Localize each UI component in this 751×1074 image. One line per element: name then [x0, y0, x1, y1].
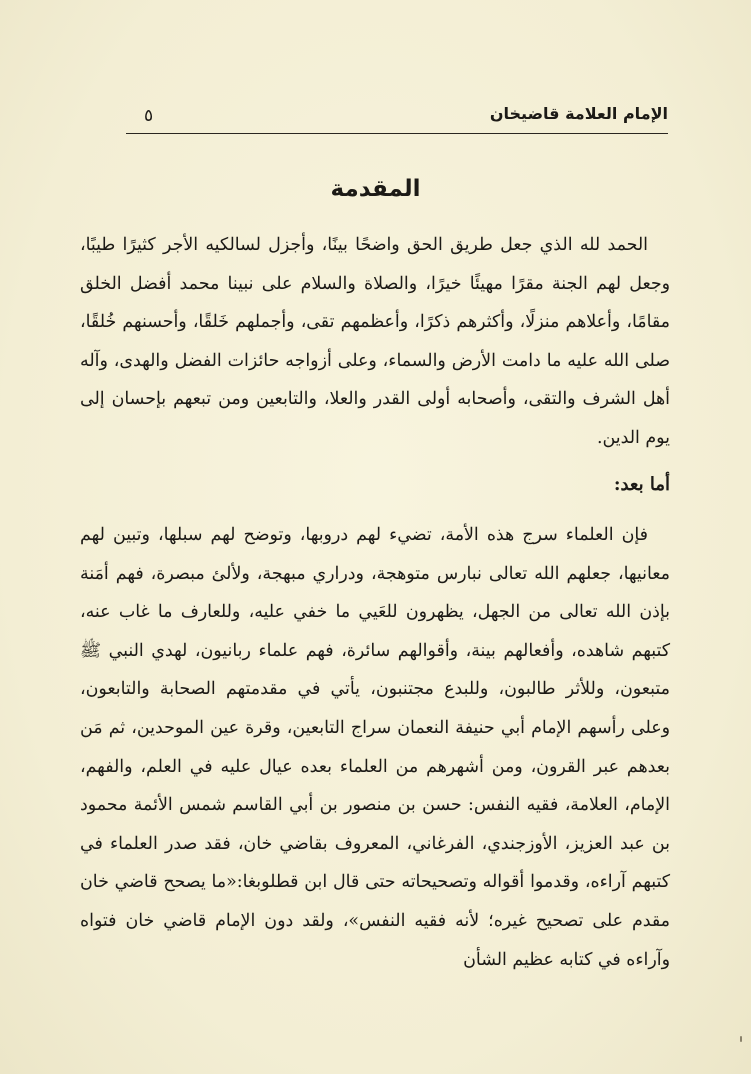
page-number: ٥ — [144, 106, 154, 126]
running-title: الإمام العلامة قاضيخان — [489, 104, 668, 123]
header-rule — [126, 133, 668, 134]
intro-paragraph: الحمد لله الذي جعل طريق الحق واضحًا بينًا، وأجزل لسالكيه الأجر كثيرًا طيبًا، وجعل لهم الجنة مقرًا مهيئًا خيرًا، والصلاة والسلام على نبينا محمد أفضل الخلق مقامًا، وأعلاهم منزلًا، وأكثرهم ذكرًا، وأعظمهم تقى، وأجملهم خَلقًا، وأحسنهم خُلقًا، صلى الله عليه ما دامت الأرض والسماء، وعلى أزواجه حائزات الفضل والهدى، وآله أهل الشرف والتقى، وأصحابه أولى القدر والعلا، والتابعين ومن تبعهم بإحسان إلى يوم الدين. — [80, 235, 670, 448]
edge-mark — [740, 1036, 742, 1042]
running-head — [128, 102, 668, 130]
section-heading: المقدمة — [330, 176, 421, 202]
body-paragraph: فإن العلماء سرج هذه الأمة، تضيء لهم دروبها، وتوضح لهم سبلها، وتبين لهم معانيها، جعلهم الله تعالى نبارس متوهجة، ودراري مبهجة، ولألئ مبصرة، فهم أمَنة بإذن الله تعالى من الجهل، يظهرون للعَيي ما خفي عليه، وللعارف ما غاب عنه، كتبهم شاهده، وأفعالهم بينة، وأقوالهم سائرة، فهم علماء ربانيون، لهدي النبي ﷺ متبعون، وللأثر طالبون، وللبدع مجتنبون، يأتي في مقدمتهم الصحابة والتابعون، وعلى رأسهم الإمام أبي حنيفة النعمان سراج التابعين، وقرة عين الموحدين، ثم مَن بعدهم عبر القرون، ومن أشهرهم من العلماء بعده عيال عليه في العلم، والفهم، الإمام، العلامة، فقيه النفس: حسن بن منصور بن أبي القاسم شمس الأئمة محمود بن عبد العزيز، الأوزجندي، الفرغاني، المعروف بقاضي خان، فقد صدر العلماء في كتبهم آراءه، وقدموا أقواله وتصحيحاته حتى قال ابن قطلوبغا:«ما يصحح قاضي خان مقدم على تصحيح غيره؛ لأنه فقيه النفس»، ولقد دون الإمام قاضي خان فتواه وآراءه في كتابه عظيم الشأن — [80, 525, 670, 970]
amma-badu-label: أما بعد: — [613, 474, 670, 495]
